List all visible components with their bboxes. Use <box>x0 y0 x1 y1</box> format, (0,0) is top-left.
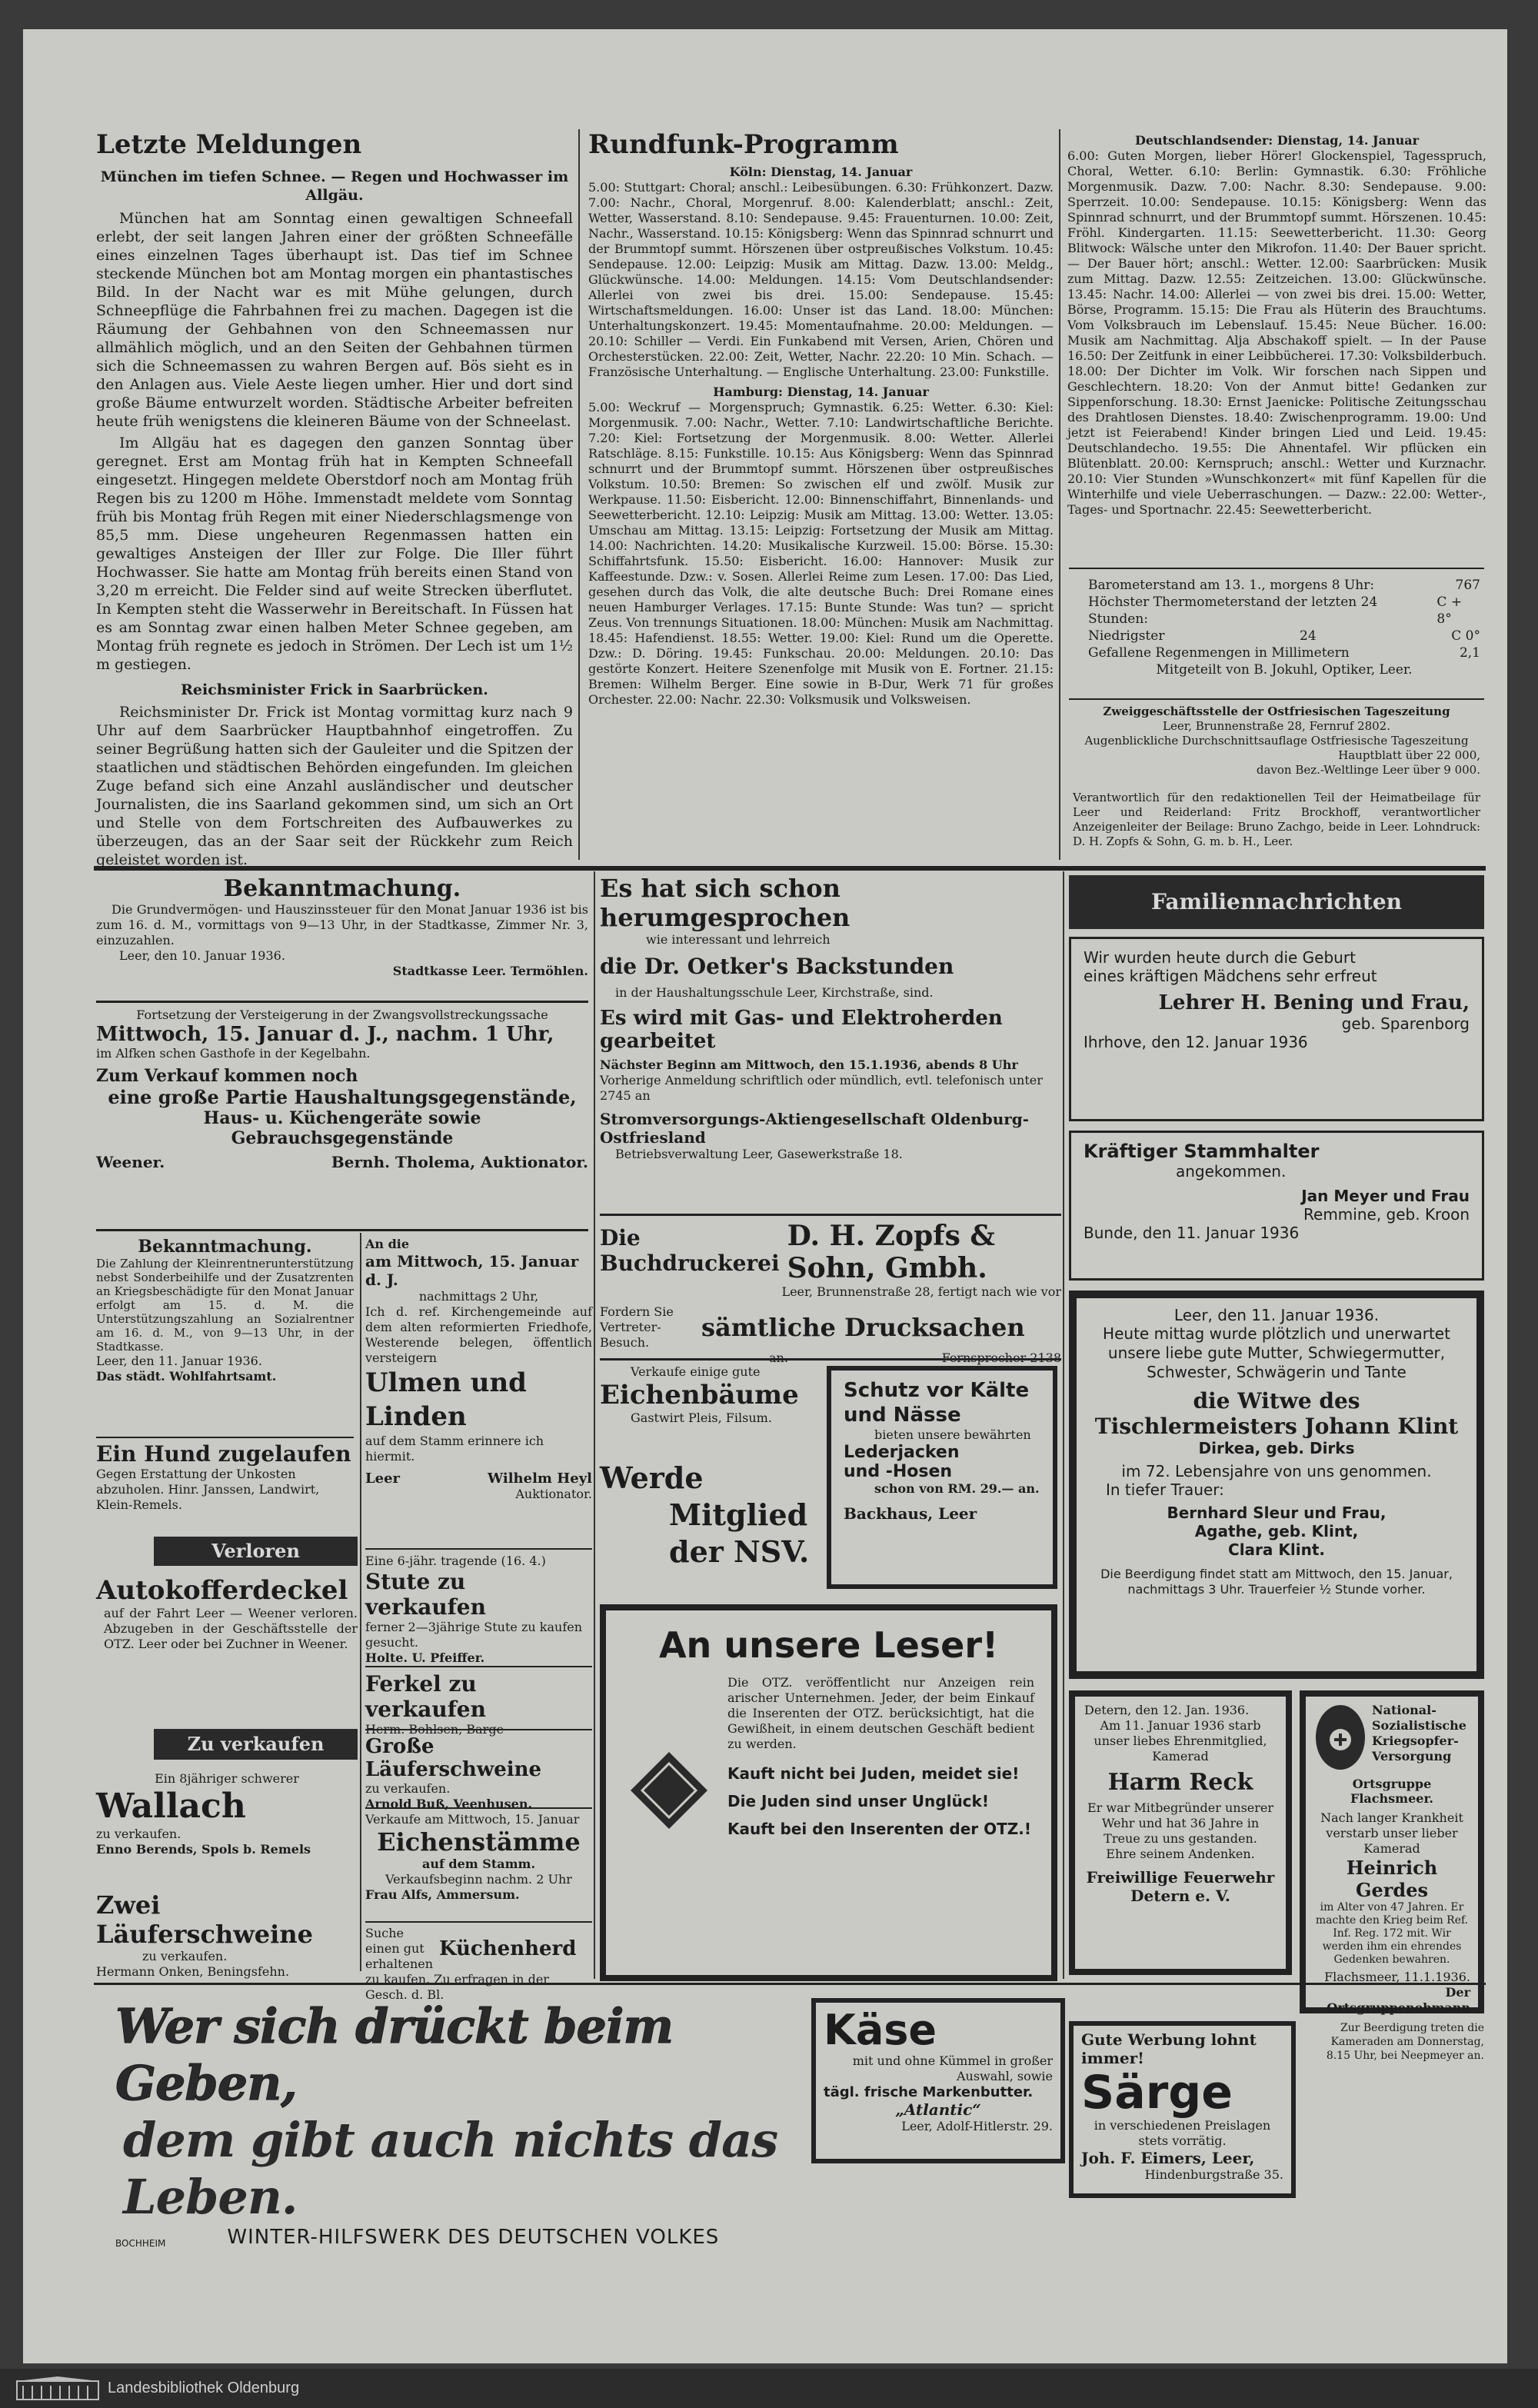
footer-bar <box>0 2369 1538 2408</box>
ad-slogan: Kauft nicht bei Juden, meidet sie! <box>727 1764 1020 1783</box>
ad-nsv <box>600 1460 823 1590</box>
ad-text: nachmittags 2 Uhr, <box>418 1289 539 1304</box>
ad-place: Weener. <box>96 1153 165 1171</box>
ad-headline: Mitglied <box>669 1497 808 1532</box>
radio-program: 6.00: Guten Morgen, lieber Hörer! Glockenspiel, Tagesspruch, Choral, Wetter. 6.10: Berlin: Gymnastik. 6.30: Fröhliche Morgenmusik. Dazw. 7.00: Nachr. 8.30: Sendepause. 9.00: Sperrzeit. 10.00: Sendepause. 10.15: Königsberg: Wenn das Spinnrad schnurrt, und der Brummtopf summt. Hörszenen. 10.45: Fröhl. Kindergarten. 11.15: Seewetterbericht. 11.30: Georg Blitwock: Wälsche unter den Mikrofon. 11.40: Der Bauer spricht. — Der Bauer hört; anschl.: Wetter. 12.00: Saarbrücken: Musik zum Mittag. Dazw. 12.55: Zeitzeichen. 13.00: Glückwünsche. 13.45: Nachr. 14.00: Allerlei — von zwei bis drei. 15.00: Wetter, Börse, Programm. 15.15: Die Frau als Hüterin des Brauchtums. Vom Volksbrauch im Lebenslauf. 15.45: Neue Bücher. 16.00: Musik am Nachmittag. Alja Abschakoff spielt. — In der Pause 16.50: Der Zeitfunk in einer Leibbücherei. 17.30: Volksbilderbuch. 18.00: Der Dichter im Volk. Wir forschen nach Sippen und Geschlechtern. 18.20: Von der Anmut bitte! Gedanken zur Sippenforschung. 18.30: Ernst Jaenicke: Politische Zeitungsschau des Drahtlosen Dienstes. 18.40: Zwischenprogramm. 19.00: Und jetzt ist Feierabend! Kinder bringen Lied und Leid. 19.45: Deutschlandecho. 19.55: Die Ahnentafel. Wir pflücken ein Blütenblatt. 20.00: Kernspruch; anschl.: Wetter und Kurznachr. 20.10: Vier Stunden »Wunschkonzert« mit fünf Kapellen für die Winterhilfe und viele Ueberraschungen. — Dazw.: 22.00: Wetter-, Tages- und Sportnachr. 22.45: Seewetterbericht. <box>1067 148 1486 517</box>
eagle-emblem-icon <box>1313 1703 1367 1772</box>
ad-headline: Käse <box>824 2006 937 2054</box>
ad-text: zu kaufen. Zu erfragen in der Gesch. d. Bl. <box>365 1972 549 2002</box>
ad-headline: die Witwe des Tischlermeisters Johann Klint <box>1094 1388 1459 1439</box>
ad-text: Leer, den 10. Januar 1936. <box>119 948 285 963</box>
radio-title: Rundfunk-Programm <box>588 129 899 160</box>
ad-headline: eine große Partie Haushaltungsgegenstände, <box>108 1086 577 1108</box>
ad-signature: Hermann Onken, Beningsfehn. <box>96 1964 290 1979</box>
ad-hund <box>96 1441 354 1522</box>
radio-column <box>588 129 1054 868</box>
ad-headline: der NSV. <box>669 1534 810 1569</box>
ad-headline: National-Sozialistische Kriegsopfer-Versorgung <box>1372 1703 1466 1764</box>
ad-text: auf dem Stamm. <box>421 1857 536 1871</box>
ad-headline: Harm Reck <box>1107 1769 1253 1796</box>
ad-geburt-bening <box>1069 937 1484 1121</box>
ad-text: In tiefer Trauer: <box>1106 1480 1224 1499</box>
imprint-line: Zweiggeschäftsstelle der Ostfriesischen Tageszeitung <box>1103 704 1450 718</box>
ad-text: auf der Fahrt Leer — Weener verloren. Abzugeben in der Geschäftsstelle der OTZ. Leer oder bei Zuchner in Weener. <box>104 1606 358 1651</box>
ad-headline: Stute zu verkaufen <box>365 1569 486 1620</box>
news-column <box>96 129 573 868</box>
ad-signature: Holte. U. Pfeiffer. <box>365 1650 485 1665</box>
radio-program: 5.00: Stuttgart: Choral; anschl.: Leibesübungen. 6.30: Frühkonzert. Dazw. 7.00: Nachr., Choral, Morgenruf. 8.00: Kalenderblatt; anschl.: Zeit, Wetter, Wasserstand. 8.10: Sendepause. 9.45: Frauenturnen. 10.00: Zeit, Nachr., Wasserstand. 10.15: Königsberg: Wenn das Spinnrad schnurrt und der Brummtopf summt. Hörszenen über ostpreußisches Volkstum. 10.45: Sendepause. 12.00: Leipzig: Musik am Mittag. Dazw. 13.00: Meldg., Glückwünsche. 14.00: Meldungen. 14.15: Vom Deutschlandsender: Allerlei von zwei bis drei. 15.00: Sendepause. 15.45: Wirtschaftsmeldungen. 16.00: Unser ist das Land. 18.00: München: Unterhaltungskonzert. 19.45: Momentaufnahme. 20.00: Meldungen. — 20.10: Schiller — Verdi. Ein Funkabend mit Versen, Arien, Chören und Orchesterstücken. 22.00: Zeit, Wetter, Nachr. 22.20: 10 Min. Schach. — Französische Unterhaltung. — Englische Unterhaltung. 23.00: Funkstille. <box>588 180 1054 379</box>
weather-value: 767 <box>1455 578 1480 593</box>
imprint-line: Leer, Brunnenstraße 28, Fernruf 2802. <box>1162 719 1390 733</box>
ad-text: in der Haushaltungsschule Leer, Kirchstraße, sind. <box>615 985 934 1000</box>
imprint-line: davon Bez.-Weltlinge Leer über 9 000. <box>1256 763 1480 777</box>
ad-text: eines kräftigen Mädchens sehr erfreut <box>1084 967 1377 985</box>
rule <box>96 1001 588 1003</box>
rule <box>96 1229 588 1231</box>
rule <box>1069 698 1484 700</box>
ad-text: Leer, Adolf-Hitlerstr. 29. <box>901 2119 1053 2133</box>
ad-geburt-meyer <box>1069 1131 1484 1281</box>
ad-text: Flachsmeer, 11.1.1936. <box>1324 1970 1470 1984</box>
ad-headline: D. H. Zopfs & Sohn, Gmbh. <box>787 1220 995 1284</box>
ad-signature: Freiwillige Feuerwehr Detern e. V. <box>1086 1868 1275 1905</box>
ad-text: Ihrhove, den 12. Januar 1936 <box>1084 1033 1308 1051</box>
section-rule <box>94 1983 1486 1985</box>
ad-text: Fordern Sie Vertreter-Besuch. <box>600 1304 674 1350</box>
ad-headline: Stromversorgungs-Aktiengesellschaft Oldenburg-Ostfriesland <box>600 1110 1030 1147</box>
ad-text: zu verkaufen. <box>142 1949 228 1963</box>
ad-eichenbaeume <box>600 1364 823 1449</box>
rule <box>600 1358 1061 1361</box>
ad-headline: Schutz vor Kälte <box>844 1379 1030 1402</box>
ad-text: Remmine, geb. Kroon <box>1303 1205 1470 1224</box>
ad-headline: am Mittwoch, 15. Januar d. J. <box>365 1252 579 1289</box>
ad-text: Eine 6-jähr. tragende (16. 4.) <box>365 1554 546 1568</box>
ad-an-unsere-leser <box>600 1604 1057 1981</box>
ad-text: Dirkea, geb. Dirks <box>1198 1439 1355 1457</box>
ad-text: Gegen Erstattung der Unkosten abzuholen. Hinr. Janssen, Landwirt, Klein-Remels. <box>96 1467 320 1512</box>
weather-label: Gefallene Regenmengen in Millimetern <box>1088 645 1350 661</box>
ad-text: mit und ohne Kümmel in großer Auswahl, sowie <box>852 2053 1053 2083</box>
column-rule <box>578 129 580 860</box>
ad-headline: Wer sich drückt beim Geben, <box>115 1998 674 2111</box>
imprint-line: Augenblickliche Durchschnittsauflage Ostfriesische Tageszeitung <box>1084 734 1469 748</box>
ad-text: Die Grundvermögen- und Hauszinssteuer für den Monat Januar 1936 ist bis zum 16. d. M., vormittags von 9—13 Uhr, in der Stadtkasse, Zimmer Nr. 3, einzuzahlen. <box>96 902 588 948</box>
ad-signature: Arnold Buß, Veenhusen. <box>365 1797 533 1811</box>
weather-value: 24 <box>1300 628 1317 644</box>
ad-signature: Enno Berends, Spols b. Remels <box>96 1842 311 1857</box>
section-label-zu-verkaufen: Zu verkaufen <box>154 1729 358 1760</box>
ad-text: Suche einen gut erhaltenen <box>365 1926 434 1971</box>
ad-headline: Küchenherd <box>439 1937 577 1960</box>
ad-text: Verkaufe am Mittwoch, 15. Januar <box>365 1812 580 1827</box>
ad-headline: Es wird mit Gas- und Elektroherden gearbeitet <box>600 1007 1003 1053</box>
rule <box>1069 568 1484 569</box>
ad-text: auf dem Stamm erinnere ich hiermit. <box>365 1434 544 1464</box>
ad-text: angekommen. <box>1176 1162 1287 1181</box>
ad-text: Verkaufsbeginn nachm. 2 Uhr <box>385 1872 572 1887</box>
news-paragraph: Reichsminister Dr. Frick ist Montag vormittag kurz nach 9 Uhr auf dem Saarbrücker Hauptbahnhof eingetroffen. Zu seiner Begrüßung hatten sich der Gauleiter und die Spitzen der staatlichen und städtischen Behörden eingefunden. Im gleichen Zuge befand sich eine Anzahl ausländischer und deutscher Journalisten, die ins Saarland gekommen sind, um sich an Ort und Stelle von dem Fortschreiten des Aufbauwerkes zu überzeugen, das an der Saar seit der Rückkehr zum Reich geleistet worden ist. <box>96 704 573 868</box>
section-rule <box>94 866 1486 871</box>
rule <box>365 1921 592 1923</box>
news-subhead: München im tiefen Schnee. — Regen und Hochwasser im Allgäu. <box>100 168 569 204</box>
ad-text: an. <box>769 1351 788 1365</box>
ad-laeuferschweine <box>96 1890 358 1979</box>
ad-buchdruckerei <box>600 1220 1061 1365</box>
ad-headline: die Dr. Oetker's Backstunden <box>600 954 954 979</box>
ad-text: Fernsprecher 2138 <box>941 1351 1061 1365</box>
ad-slogan: Die Juden sind unser Unglück! <box>727 1792 989 1810</box>
ad-headline: Ein Hund zugelaufen <box>96 1441 351 1467</box>
ad-grosse-laeuferschweine <box>365 1735 592 1811</box>
ad-ulmen-linden <box>365 1237 592 1540</box>
ad-text: Die OTZ. veröffentlicht nur Anzeigen rein arischer Unternehmen. Jeder, der beim Einkauf die Inserenten der OTZ. berücksichtigt, hat die Gewißheit, in einem deutschen Geschäft bedient zu werden. <box>727 1675 1034 1751</box>
ad-headline: Mittwoch, 15. Januar d. J., nachm. 1 Uhr, <box>96 1023 554 1046</box>
column-rule <box>1063 871 1064 1979</box>
ad-text: in verschiedenen Preislagen stets vorrätig. <box>1094 2118 1271 2148</box>
rule <box>365 1807 592 1809</box>
weather-label: Barometerstand am 13. 1., morgens 8 Uhr: <box>1088 578 1375 593</box>
ad-text: Er war Mitbegründer unserer Wehr und hat 36 Jahre in Treue zu uns gestanden. <box>1087 1800 1274 1846</box>
ad-eichenstaemme <box>365 1812 592 1920</box>
ad-text: Bunde, den 11. Januar 1936 <box>1084 1224 1300 1242</box>
ad-title: Bekanntmachung. <box>138 1237 312 1257</box>
ad-backstunden <box>600 874 1061 1204</box>
ad-headline: An unsere Leser! <box>658 1624 999 1666</box>
ad-slogan: Gute Werbung lohnt immer! <box>1081 2030 1257 2067</box>
ad-text: wie interessant und lehrreich <box>646 932 831 947</box>
news-subhead: Reichsminister Frick in Saarbrücken. <box>181 681 488 698</box>
ad-text: Zur Beerdigung treten die Kameraden am Donnerstag, 8.15 Uhr, bei Neepmeyer an. <box>1326 2022 1484 2062</box>
weather-value: C + 8° <box>1436 595 1463 627</box>
weather-source: Mitgeteilt von B. Jokuhl, Optiker, Leer. <box>1156 662 1413 678</box>
ad-todesanzeige-gerdes <box>1300 1690 1484 2013</box>
ad-text: Ortsgruppe Flachsmeer. <box>1350 1777 1433 1806</box>
rule <box>365 1548 592 1550</box>
ad-headline: Zwei Läuferschweine <box>96 1890 313 1949</box>
ad-signature: Joh. F. Eimers, Leer, <box>1081 2149 1255 2167</box>
ad-text: zu verkaufen. <box>96 1827 181 1841</box>
ad-signature: Herm. Bohlsen, Barge <box>365 1722 504 1737</box>
ad-brand: „Atlantic“ <box>895 2100 981 2119</box>
ad-headline: Ferkel zu verkaufen <box>365 1671 486 1722</box>
library-logo-icon <box>15 2376 100 2401</box>
ad-text: Ich d. ref. Kirchengemeinde auf dem alten reformierten Friedhofe, Westerende belegen, öffentlich versteigern <box>365 1304 592 1365</box>
imprint-responsible: Verantwortlich für den redaktionellen Teil der Heimatbeilage für Leer und Reiderland: Fritz Brockhoff, verantwortlicher Anzeigenleiter der Beilage: Bruno Zachgo, beide in Leer. Lohndruck: D. H. Zopfs & Sohn, G. m. b. H., Leer. <box>1073 791 1480 848</box>
ad-headline: Heinrich Gerdes <box>1346 1857 1438 1901</box>
ad-text: Am 11. Januar 1936 starb unser liebes Ehrenmitglied, Kamerad <box>1094 1718 1267 1764</box>
ad-slogan: Kauft bei den Inserenten der OTZ.! <box>727 1820 1031 1838</box>
ad-signature: Stadtkasse Leer. Termöhlen. <box>392 964 588 978</box>
ad-headline: Lehrer H. Bening und Frau, <box>1158 991 1470 1014</box>
ad-headline: Wallach <box>96 1787 246 1826</box>
ad-text: bieten unsere bewährten <box>874 1427 1031 1442</box>
ad-signature: Frau Alfs, Ammersum. <box>365 1887 520 1902</box>
ad-text: Detern, den 12. Jan. 1936. <box>1084 1703 1250 1717</box>
ad-headline: dem gibt auch nichts das Leben. <box>123 2112 778 2225</box>
radio-program: 5.00: Weckruf — Morgenspruch; Gymnastik. 6.25: Wetter. 6.30: Kiel: Morgenmusik. 7.00: Nachr., Wetter. 7.10: Landwirtschaftliche Berichte. 7.20: Kiel: Fortsetzung der Morgenmusik. 8.00: Wetter. Allerlei Ratschläge. 8.15: Funkstille. 10.15: Aus Königsberg: Wenn das Spinnrad schnurrt und der Brummtopf summt. Hörszenen über ostpreußisches Volkstum. 10.50: Bremen: So zwischen elf und zwölf. Musik zur Werkpause. 11.50: Eisbericht. 12.00: Binnenschiffahrt, Binnenlands- und Seewetterbericht. 12.10: Leipzig: Musik am Mittag. 13.00: Wetter. 13.05: Umschau am Mittag. 13.15: Leipzig: Fortsetzung der Musik am Mittag. 14.00: Nachrichten. 14.20: Musikalische Kurzweil. 15.00: Börse. 15.30: Schiffahrtsfunk. 15.50: Eisbericht. 16.00: Hannover: Musik zur Kaffeestunde. Dzw.: v. Sosen. Allerlei Reime zum Lesen. 17.00: Das Lied, gesehen durch das Volk, die alte deutsche Buch: Drei Romane eines neuen Hamburger Verlages. 17.15: Bunte Stunde: Was tun? — spricht Zeus. Von trennungs Situationen. 18.00: München: Musik am Nachmittag. 18.45: Hafendienst. 18.55: Wetter. 19.00: Kiel: Rund um die Operette. Dzw.: D. Döring. 19.45: Funkschau. 20.00: Meldungen. 20.10: Das gestörte Konzert. Heitere Szenenfolge mit Musik von E. Fortner. 21.15: Bremen: Wilhelm Berger. Eine sowie in B-Dur, Werk 71 für großes Orchester. 22.00: Nachr. 22.30: Volksmusik und Volksweisen. <box>588 400 1054 707</box>
weather-report <box>1088 577 1480 696</box>
ad-todesanzeige-reck <box>1069 1690 1292 1975</box>
ad-todesanzeige-klint <box>1069 1291 1484 1679</box>
ad-text: Die Zahlung der Kleinrentnerunterstützung nebst Sonderbeihilfe und der Zusatzrenten an Kriegsbeschädigte für den Monat Januar erfolgt am 15. d. M. die Unterstützungszahlung an Sozialrentner am 16. d. M., von 9—13 Uhr, in der Stadtkasse. <box>96 1257 354 1354</box>
rule <box>96 1437 354 1438</box>
radio-column-2 <box>1067 133 1486 564</box>
ad-text: Heute mittag wurde plötzlich und unerwartet unsere liebe gute Mutter, Schwiegermutter, Schwester, Schwägerin und Tante <box>1103 1324 1450 1381</box>
ad-signature: Clara Klint. <box>1228 1540 1325 1559</box>
ad-headline: Zum Verkauf kommen noch <box>96 1066 358 1086</box>
ad-text: im Alter von 47 Jahren. Er machte den Krieg beim Ref. Inf. Reg. 172 mit. Wir werden ihm ein ehrendes Gedenken bewahren. <box>1315 1901 1469 1966</box>
ad-text: WINTER-HILFSWERK DES DEUTSCHEN VOLKES <box>227 2226 720 2249</box>
ad-headline: Lederjacken <box>844 1443 960 1462</box>
ad-bekanntmachung-grundsteuer <box>96 875 588 1010</box>
ad-artist-signature: BOCHHEIM <box>115 2238 166 2249</box>
library-name: Landesbibliothek Oldenburg <box>108 2380 300 2396</box>
column-rule <box>360 1233 361 1971</box>
ad-headline: Kräftiger Stammhalter <box>1084 1141 1320 1162</box>
ad-stute <box>365 1554 592 1665</box>
ad-saerge <box>1069 2021 1296 2198</box>
ad-text: Verkaufe einige gute <box>631 1364 761 1379</box>
ad-headline: sämtliche Drucksachen <box>701 1313 1025 1342</box>
ad-headline: Eichenbäume <box>600 1380 799 1410</box>
section-label-familiennachrichten: Familiennachrichten <box>1069 875 1484 929</box>
imprint-line: Hauptblatt über 22 000, <box>1338 748 1480 762</box>
ad-place: Leer <box>365 1470 401 1487</box>
news-paragraph: München hat am Sonntag einen gewaltigen Schneefall erlebt, der seit langen Jahren einer der größten Schneefälle eines einzelnen Tages überhaupt ist. Das tief im Schnee steckende München bot am Montag morgen ein phantastisches Bild. In der Nacht war es mit Mühe gelungen, durch Schneepflüge die Fahrbahnen frei zu machen. Dagegen ist die Räumung der Gehbahnen von den Schneemassen nur allmählich möglich, und an den Seiten der Gehbahnen türmen sich die Schneemassen zu wahren Bergen auf. Bös sieht es in den Anlagen aus. Viele Aeste liegen umher. Hier und dort sind große Bäume entwurzelt worden. Städtische Arbeiter befreiten heute früh wenigstens die kleineren Bäume von der Schneelast. <box>96 210 573 430</box>
rule <box>600 1214 1061 1216</box>
ad-text: Vorherige Anmeldung schriftlich oder mündlich, evtl. telefonisch unter 2745 an <box>600 1073 1043 1103</box>
ad-headline: Eichenstämme <box>377 1827 581 1857</box>
ad-headline: Autokofferdeckel <box>96 1575 348 1606</box>
radio-station-head: Köln: Dienstag, 14. Januar <box>729 165 913 179</box>
ad-signature: Bernh. Tholema, Auktionator. <box>331 1153 588 1171</box>
ad-text: An die <box>365 1237 410 1251</box>
ad-text: Gastwirt Pleis, Filsum. <box>631 1410 772 1425</box>
weather-label: Niedrigster <box>1088 628 1165 644</box>
imprint-circulation <box>1073 704 1480 781</box>
ad-headline: Ulmen und Linden <box>365 1367 527 1432</box>
weather-label: Höchster Thermometerstand der letzten 24 Stunden: <box>1088 595 1378 627</box>
ad-headline: Haus- u. Küchengeräte sowie Gebrauchsgegenstände <box>203 1108 481 1148</box>
ad-autokofferdeckel <box>96 1575 358 1721</box>
ad-signature: Bernhard Sleur und Frau, <box>1167 1504 1387 1522</box>
diamond-icon <box>623 1675 715 1906</box>
ad-headline: Es hat sich schon herumgesprochen <box>600 874 851 932</box>
ad-text: zu verkaufen. <box>365 1781 451 1796</box>
column-rule <box>594 871 595 1979</box>
ad-ferkel <box>365 1671 592 1737</box>
weather-value: 2,1 <box>1459 645 1480 661</box>
weather-value: C 0° <box>1451 628 1480 644</box>
ad-signature: Agathe, geb. Klint, <box>1194 1522 1359 1540</box>
ad-signature: Jan Meyer und Frau <box>1301 1187 1470 1205</box>
radio-station-head: Deutschlandsender: Dienstag, 14. Januar <box>1134 133 1420 148</box>
ad-signature: Backhaus, Leer <box>844 1504 977 1523</box>
ad-text: Ehre seinem Andenken. <box>1106 1847 1255 1861</box>
radio-station-head: Hamburg: Dienstag, 14. Januar <box>713 385 929 399</box>
news-paragraph: Im Allgäu hat es dagegen den ganzen Sonntag über geregnet. Erst am Montag früh hat in Kempten Schneefall eingesetzt. Hingegen meldete Oberstdorf noch am Montag früh Regen bis zu 1200 m Höhe. Immenstadt meldete vom Sonntag früh bis Montag früh Regen mit einer Niederschlagsmenge von 85,5 mm. Diese ungeheuren Regenmassen hatten ein gewaltiges Ansteigen der Iller zur Folge. Die Iller führt Hochwasser. Sie hatte am Montag früh bereits einen Stand von 3,20 m erreicht. Die Felder sind auf weite Strecken überflutet. In Kempten steht die Wasserwehr in Bereitschaft. In Füssen hat es am Sonntag zwar einen halben Meter Schnee gegeben, am Montag früh regnete es jedoch in Strömen. Der Lech ist um 1½ m gestiegen. <box>96 435 573 673</box>
ad-wallach <box>96 1771 358 1902</box>
ad-text: Hindenburgstraße 35. <box>1144 2167 1283 2182</box>
newspaper-page <box>23 29 1507 2363</box>
ad-text: Leer, den 11. Januar 1936. <box>1173 1306 1380 1324</box>
ad-text: Nach langer Krankheit verstarb unser lieber Kamerad <box>1320 1810 1463 1856</box>
ad-text: im 72. Lebensjahre von uns genommen. <box>1121 1462 1432 1480</box>
ad-signature: Der Ortsgruppenobmann <box>1327 1985 1470 2015</box>
ad-winterhilfswerk <box>115 1998 807 2249</box>
ad-text: Ein 8jähriger schwerer <box>155 1771 299 1786</box>
section-label-verloren: Verloren <box>154 1537 358 1566</box>
ad-text: Auktionator. <box>515 1487 592 1501</box>
ad-text: Fortsetzung der Versteigerung in der Zwangsvollstreckungssache <box>136 1007 548 1022</box>
ad-title: Bekanntmachung. <box>223 875 461 902</box>
ad-headline: und -Hosen <box>844 1462 953 1481</box>
ad-text: im Alfken schen Gasthofe in der Kegelbahn. <box>96 1046 371 1061</box>
ad-text: Leer, Brunnenstraße 28, fertigt nach wie vor <box>781 1284 1061 1299</box>
ad-signature: Das städt. Wohlfahrtsamt. <box>96 1369 277 1384</box>
ad-headline: tägl. frische Markenbutter. <box>824 2084 1034 2100</box>
ad-text: schon von RM. 29.— an. <box>874 1481 1040 1496</box>
ad-text: Die Beerdigung findet statt am Mittwoch, den 15. Januar, nachmittags 3 Uhr. Trauerfeier ½ Stunde vorher. <box>1100 1567 1453 1597</box>
ad-text: Betriebsverwaltung Leer, Gasewerkstraße 18. <box>615 1147 903 1161</box>
ad-text: Leer, den 11. Januar 1936. <box>96 1354 262 1368</box>
ad-backhaus <box>827 1366 1057 1589</box>
ad-headline: und Nässe <box>844 1404 961 1427</box>
ad-text: Nächster Beginn am Mittwoch, den 15.1.1936, abends 8 Uhr <box>600 1057 1018 1072</box>
ad-headline: Werde <box>600 1460 704 1495</box>
rule <box>365 1666 592 1667</box>
ad-headline: Die Buchdruckerei <box>600 1225 780 1276</box>
ad-bekanntmachung-rentner <box>96 1237 354 1433</box>
ad-headline: Särge <box>1081 2066 1233 2120</box>
rule <box>365 1729 592 1730</box>
ad-text: ferner 2—3jährige Stute zu kaufen gesucht. <box>365 1620 583 1650</box>
column-rule <box>1059 129 1060 860</box>
ad-text: Wir wurden heute durch die Geburt <box>1084 948 1356 967</box>
ad-text: geb. Sparenborg <box>1341 1014 1470 1033</box>
ad-versteigerung <box>96 1007 588 1231</box>
ad-kaese <box>811 1998 1065 2163</box>
ad-headline: Große Läuferschweine <box>365 1735 542 1781</box>
ad-kuechenherd <box>365 1926 592 2002</box>
ad-signature: Wilhelm Heyl <box>487 1470 592 1487</box>
news-title: Letzte Meldungen <box>96 129 362 160</box>
